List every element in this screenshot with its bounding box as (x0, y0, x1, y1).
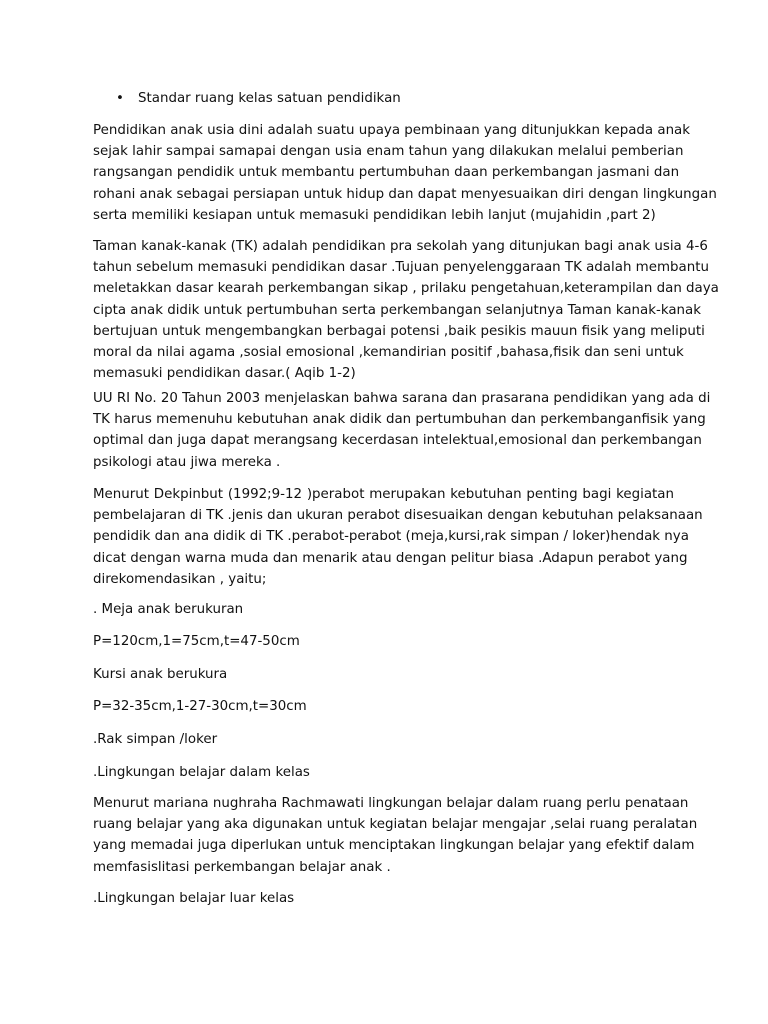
text-line: pendidik dan ana didik di TK .perabot-perabot (meja,kursi,rak simpan / loker)hendak nya (93, 529, 689, 545)
bullet-item (116, 89, 401, 108)
bullet-text: Standar ruang kelas satuan pendidikan (138, 91, 401, 106)
rak-heading: .Rak simpan /loker (93, 732, 218, 747)
text-line: serta memiliki kesiapan untuk memasuki pendidikan lebih lanjut (mujahidin ,part 2) (93, 207, 656, 223)
text-line: dicat dengan warna muda dan menarik atau dengan pelitur biasa .Adapun perabot yang (93, 550, 688, 566)
text-line: TK harus memenuhu kebutuhan anak didik dan pertumbuhan dan perkembanganfisik yang (93, 412, 706, 428)
text-line: yang memadai juga diperlukan untuk menciptakan lingkungan belajar yang efektif dalam (93, 838, 695, 854)
text-line: Menurut Dekpinbut (1992;9-12 )perabot merupakan kebutuhan penting bagi kegiatan (93, 487, 674, 502)
text-line: Taman kanak-kanak (TK) adalah pendidikan pra sekolah yang ditunjukan bagi anak usia 4-6 (93, 239, 708, 254)
paragraph-1 (93, 120, 717, 226)
text-line: UU RI No. 20 Tahun 2003 menjelaskan bahwa sarana dan prasarana pendidikan yang ada di (93, 391, 711, 406)
text-line: Pendidikan anak usia dini adalah suatu upaya pembinaan yang ditunjukkan kepada anak (93, 123, 691, 138)
text-line: sejak lahir sampai samapai dengan usia enam tahun yang dilakukan melalui pemberian (93, 144, 684, 160)
lingkungan-luar-heading: .Lingkungan belajar luar kelas (93, 891, 295, 906)
bullet-icon: • (116, 91, 124, 106)
text-line: memasuki pendidikan dasar.( Aqib 1-2) (93, 366, 356, 382)
text-line: tahun sebelum memasuki pendidikan dasar .Tujuan penyelenggaraan TK adalah membantu (93, 260, 709, 276)
paragraph-5 (93, 793, 698, 878)
lingkungan-dalam-heading: .Lingkungan belajar dalam kelas (93, 765, 310, 780)
text-line: bertujuan untuk mengembangkan berbagai potensi ,baik pesikis mauun fisik yang meliputi (93, 323, 705, 339)
text-line: Menurut mariana nughraha Rachmawati lingkungan belajar dalam ruang perlu penataan (93, 796, 689, 811)
text-line: pembelajaran di TK .jenis dan ukuran perabot disesuaikan dengan kebutuhan pelaksanaan (93, 508, 703, 524)
text-line: ruang belajar yang aka digunakan untuk kegiatan belajar mengajar ,selai ruang peralatan (93, 817, 698, 833)
text-line: moral da nilai agama ,sosial emosional ,kemandirian positif ,bahasa,fisik dan seni untuk (93, 345, 684, 361)
paragraph-2 (93, 236, 719, 384)
text-line: direkomendasikan , yaitu; (93, 571, 267, 587)
meja-heading: . Meja anak berukuran (93, 602, 244, 617)
text-line: cipta anak didik untuk pertumbuhan serta perkembangan selanjutnya Taman kanak-kanak (93, 302, 701, 318)
text-line: rohani anak sebagai persiapan untuk hidup dan dapat menyesuaikan diri dengan lingkungan (93, 186, 717, 202)
paragraph-4 (93, 484, 703, 590)
text-line: meletakkan dasar kearah perkembangan sikap , prilaku pengetahuan,keterampilan dan daya (93, 281, 719, 297)
text-line: memfasislitasi perkembangan belajar anak . (93, 859, 391, 875)
kursi-size: P=32-35cm,1-27-30cm,t=30cm (93, 699, 307, 714)
paragraph-3 (93, 388, 711, 473)
text-line: rangsangan pendidik untuk membantu pertumbuhan daan perkembangan jasmani dan (93, 165, 680, 181)
kursi-heading: Kursi anak berukura (93, 667, 228, 682)
text-line: psikologi atau jiwa mereka . (93, 454, 281, 470)
meja-size: P=120cm,1=75cm,t=47-50cm (93, 634, 300, 649)
text-line: optimal dan juga dapat merangsang kecerdasan intelektual,emosional dan perkembangan (93, 433, 702, 449)
